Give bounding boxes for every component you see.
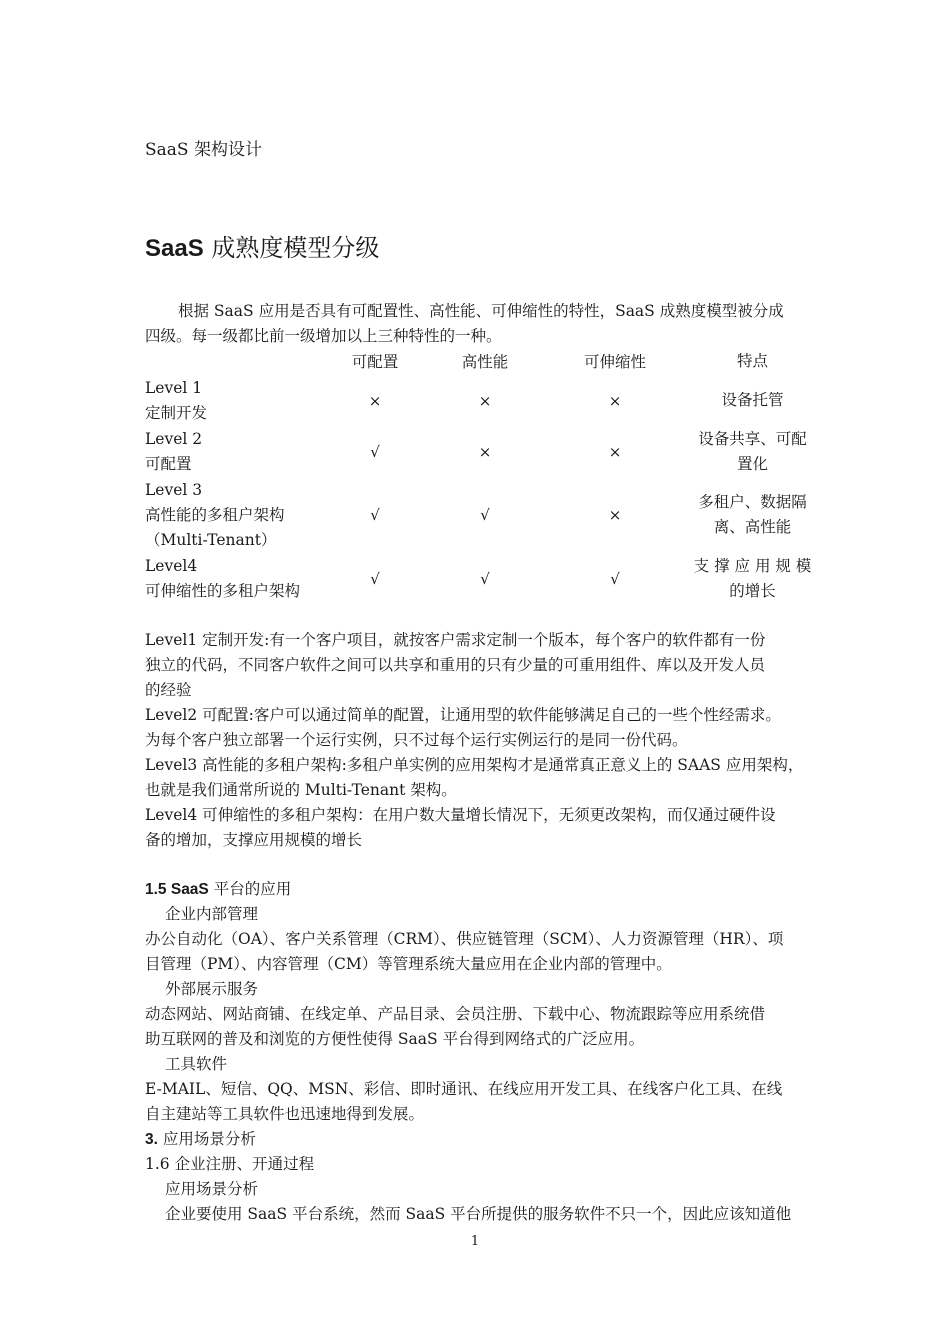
configurable-cell: √	[370, 506, 380, 524]
intro-line: 根据 SaaS 应用是否具有可配置性、高性能、可伸缩性的特性，SaaS 成熟度模型被分成	[178, 302, 784, 320]
scenario-sub-heading: 1.6 企业注册、开通过程	[145, 1155, 315, 1173]
scalable-cell: ×	[608, 442, 622, 461]
scalable-cell: ×	[608, 506, 622, 524]
desc-line: 的经验	[145, 681, 192, 699]
desc-line: Level3 高性能的多租户架构:多租户单实例的应用架构才是通常真正意义上的 SAAS 应用架构，	[145, 756, 804, 774]
level-cell	[145, 553, 320, 605]
scenario-heading-bold: 3.	[145, 1131, 158, 1148]
configurable-cell: √	[370, 570, 380, 588]
feature-line: 支 撑 应 用 规 模	[693, 557, 812, 575]
scenario-heading-text: 应用场景分析	[157, 1130, 256, 1148]
level-line: Level 3	[145, 480, 203, 499]
level-line: 定制开发	[145, 403, 208, 422]
table-row	[145, 375, 815, 426]
apps-heading-text: 平台的应用	[208, 880, 292, 898]
apps-line: 自主建站等工具软件也迅速地得到发展。	[145, 1105, 425, 1123]
level-line: （Multi-Tenant）	[145, 530, 277, 549]
desc-line: 也就是我们通常所说的 Multi-Tenant 架构。	[145, 781, 457, 799]
level-line: Level4	[145, 557, 198, 575]
performance-cell: √	[480, 506, 490, 524]
apps-line: 动态网站、网站商铺、在线定单、产品目录、会员注册、下载中心、物流跟踪等应用系统借	[145, 1005, 766, 1023]
desc-line: 备的增加，支撑应用规模的增长	[145, 831, 363, 849]
apps-line: 目管理（PM）、内容管理（CM）等管理系统大量应用在企业内部的管理中。	[145, 955, 672, 973]
maturity-table	[145, 347, 815, 605]
desc-line: Level2 可配置:客户可以通过简单的配置，让通用型的软件能够满足自己的一些个性经需求。	[145, 706, 781, 724]
heading-bold: SaaS	[145, 235, 204, 262]
header-cell-level	[145, 347, 320, 375]
header-cell-performance: 高性能	[461, 353, 509, 371]
apps-sub-heading: 外部展示服务	[165, 980, 259, 998]
apps-line: E-MAIL、短信、QQ、MSN、彩信、即时通讯、在线应用开发工具、在线客户化工具、在线	[145, 1080, 783, 1098]
feature-line: 离、高性能	[713, 518, 792, 536]
table-row	[145, 553, 815, 605]
performance-cell: √	[480, 570, 490, 588]
page-number: 1	[470, 1234, 480, 1249]
apps-sub-heading: 工具软件	[165, 1055, 228, 1073]
scenario-heading	[145, 1127, 810, 1152]
intro-line: 四级。每一级都比前一级增加以上三种特性的一种。	[145, 327, 502, 345]
configurable-cell: ×	[368, 391, 382, 410]
desc-line: 独立的代码，不同客户软件之间可以共享和重用的只有少量的可重用组件、库以及开发人员	[145, 656, 766, 674]
level-cell	[145, 426, 320, 477]
header-cell-configurable: 可配置	[351, 353, 399, 371]
table-row	[145, 477, 815, 553]
apps-sub-heading: 企业内部管理	[165, 905, 259, 923]
table-row	[145, 426, 815, 477]
level-line: 可配置	[145, 454, 192, 473]
feature-line: 置化	[736, 454, 768, 473]
desc-line: 为每个客户独立部署一个运行实例，只不过每个运行实例运行的是同一份代码。	[145, 731, 688, 749]
level-cell	[145, 375, 320, 426]
header-cell-scalable: 可伸缩性	[583, 353, 646, 371]
heading-text: 成熟度模型分级	[203, 234, 380, 262]
level-line: Level 1	[145, 378, 203, 397]
level-line: 高性能的多租户架构	[145, 505, 285, 524]
apps-heading-bold: 1.5 SaaS	[145, 881, 209, 898]
table-header-row	[145, 347, 815, 375]
feature-line: 多租户、数据隔	[698, 493, 807, 511]
section-heading	[145, 228, 379, 263]
feature-cell	[690, 426, 815, 477]
level-cell	[145, 477, 320, 553]
feature-line: 的增长	[729, 582, 776, 600]
level-line: 可伸缩性的多租户架构	[145, 582, 301, 600]
performance-cell: ×	[478, 391, 492, 410]
document-title: SaaS 架构设计	[145, 140, 262, 160]
configurable-cell: √	[370, 442, 380, 461]
feature-cell	[690, 477, 815, 553]
apps-line: 助互联网的普及和浏览的方便性使得 SaaS 平台得到网络式的广泛应用。	[145, 1030, 645, 1048]
feature-cell	[690, 553, 815, 605]
desc-line: Level1 定制开发:有一个客户项目，就按客户需求定制一个版本，每个客户的软件都有一份	[145, 631, 766, 649]
performance-cell: ×	[478, 442, 492, 461]
scenario-line: 企业要使用 SaaS 平台系统，然而 SaaS 平台所提供的服务软件不只一个，因此应该知道他	[165, 1205, 792, 1223]
apps-heading	[145, 877, 810, 902]
level-descriptions	[145, 628, 810, 853]
scenario-sub: 应用场景分析	[165, 1180, 259, 1198]
feature-cell	[690, 375, 815, 426]
feature-line: 设备共享、可配	[698, 429, 807, 448]
scalable-cell: √	[610, 570, 620, 588]
header-cell-feature: 特点	[736, 351, 768, 370]
apps-section	[145, 877, 810, 1227]
intro-paragraph	[145, 299, 810, 349]
scalable-cell: ×	[608, 391, 622, 410]
feature-line: 设备托管	[721, 391, 784, 409]
apps-line: 办公自动化（OA）、客户关系管理（CRM）、供应链管理（SCM）、人力资源管理（HR）、项	[145, 930, 784, 948]
level-line: Level 2	[145, 429, 203, 448]
desc-line: Level4 可伸缩性的多租户架构：在用户数大量增长情况下，无须更改架构，而仅通过硬件设	[145, 806, 776, 824]
